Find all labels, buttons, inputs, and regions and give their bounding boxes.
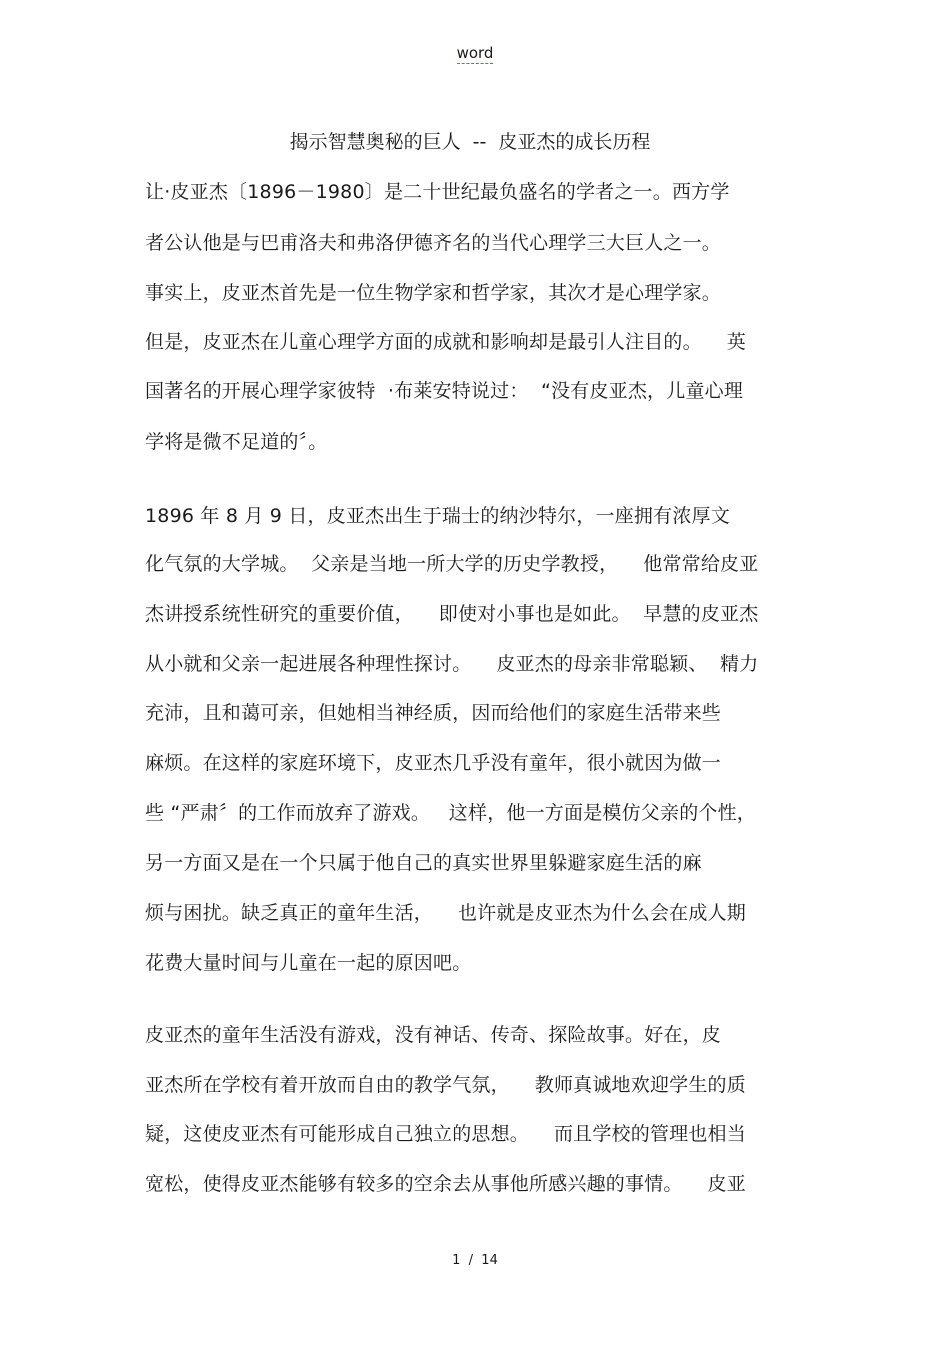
text-line: 化气氛的大学城。 父亲是当地一所大学的历史学教授， 他常常给皮亚 <box>145 553 759 575</box>
text-line: 国著名的开展心理学家彼特 ·布莱安特说过： “没有皮亚杰，儿童心理 <box>145 380 744 402</box>
header-text: word <box>456 44 494 62</box>
text-line: 亚杰所在学校有着开放而自由的教学气氛， 教师真诚地欢迎学生的质 <box>145 1074 746 1096</box>
text-line: 皮亚杰的童年生活没有游戏，没有神话、传奇、探险故事。好在，皮 <box>145 1024 722 1046</box>
page-number: 1 / 14 <box>452 1253 498 1268</box>
text-line: 者公认他是与巴甫洛夫和弗洛伊德齐名的当代心理学三大巨人之一。 <box>145 232 722 254</box>
text-line: 1896 年 8 月 9 日，皮亚杰出生于瑞士的纳沙特尔，一座拥有浓厚文 <box>145 505 730 527</box>
text-line: 充沛，且和蔼可亲，但她相当神经质，因而给他们的家庭生活带来些 <box>145 702 722 724</box>
page-header <box>0 43 950 63</box>
text-line: 花费大量时间与儿童在一起的原因吧。 <box>145 952 472 974</box>
text-line: 烦与困扰。缺乏真正的童年生活， 也许就是皮亚杰为什么会在成人期 <box>145 902 746 924</box>
text-line: 杰讲授系统性研究的重要价值， 即使对小事也是如此。 早慧的皮亚杰 <box>145 603 759 625</box>
text-line: 些 “严肃〞的工作而放弃了游戏。 这样，他一方面是模仿父亲的个性， <box>145 802 757 824</box>
text-line: 让·皮亚杰〔1896－1980〕是二十世纪最负盛名的学者之一。西方学 <box>145 181 730 203</box>
text-line: 疑，这使皮亚杰有可能形成自己独立的思想。 而且学校的管理也相当 <box>145 1123 746 1145</box>
text-line: 从小就和父亲一起进展各种理性探讨。 皮亚杰的母亲非常聪颖、 精力 <box>145 653 759 675</box>
text-line: 事实上，皮亚杰首先是一位生物学家和哲学家，其次才是心理学家。 <box>145 282 722 304</box>
text-line: 学将是微不足道的〞。 <box>145 431 328 453</box>
text-line: 麻烦。在这样的家庭环境下，皮亚杰几乎没有童年，很小就因为做一 <box>145 752 722 774</box>
text-line: 但是，皮亚杰在儿童心理学方面的成就和影响却是最引人注目的。 英 <box>145 331 746 353</box>
document-title: 揭示智慧奥秘的巨人 -- 皮亚杰的成长历程 <box>289 131 651 153</box>
text-line: 另一方面又是在一个只属于他自己的真实世界里躲避家庭生活的麻 <box>145 852 702 874</box>
text-line: 宽松，使得皮亚杰能够有较多的空余去从事他所感兴趣的事情。 皮亚 <box>145 1173 746 1195</box>
